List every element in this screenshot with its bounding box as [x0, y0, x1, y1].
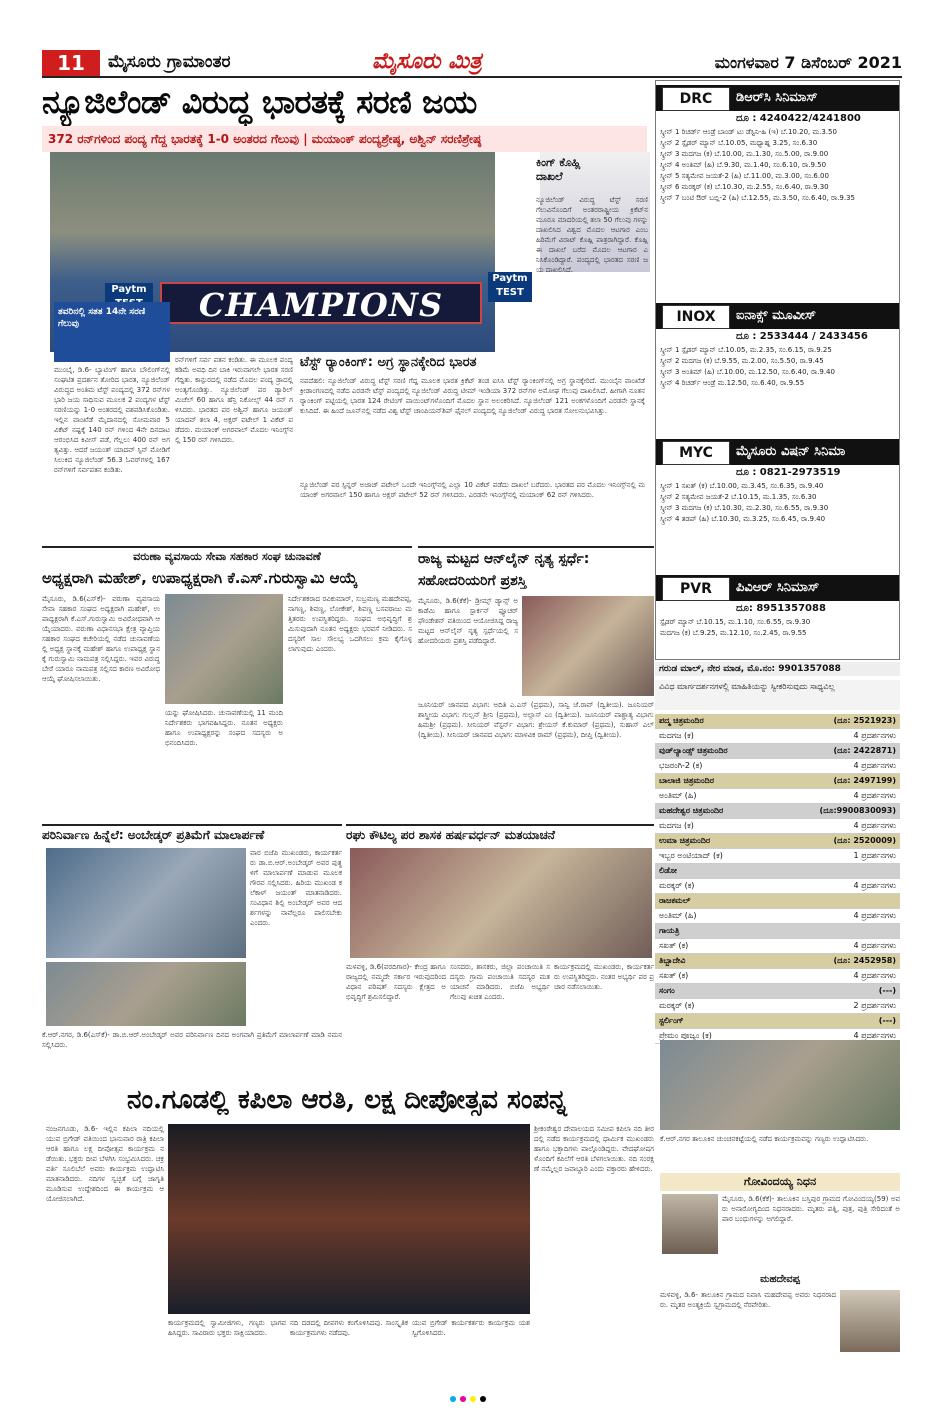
dance-results: ಜೂನಿಯರ್ ಜಾನಪದ ವಿಭಾಗ: ಅದಿತಿ ಎ.ಎಸ್ (ಪ್ರಥಮ), ಸಾನ್ವಿ ಜೆ.ರಾವ್ (ದ್ವಿತೀಯ). ಜೂನಿಯರ್ ಶಾಸ್ತ್ರೀಯ ವಿಭಾಗ: ಗುಲ್ಷನ್ ಶ್ರೀನಿ (ಪ್ರಥಮ), ಅಲ್ಲಾಸ್ ಎಂ (ದ್ವಿತೀಯ). ಜೂನಿಯರ್ ಪಾಶ್ಚಾತ್ಯ ವಿಭಾಗ: ಹಿಮಶ್ರೀ (ಪ್ರಥಮ). ಸೀನಿಯರ್ ವೆಸ್ಟರ್ನ್ ವಿಭಾಗ: ಶ್ರೇಯಸ್ ಕೆ.ಕುಮಾರ್ (ಪ್ರಥಮ), ಸುಹಾಸ್ ಎಲ್ (ದ್ವಿತೀಯ). ಸೀನಿಯರ್ ಜಾನಪದ ವಿಭಾಗ: ಮಾಳವಿಕ ರಾಮ್ (ಪ್ರಥಮ), ದೀಪ್ತಿ (ದ್ವಿತೀಯ).: [418, 701, 654, 739]
drc-screens: ಸ್ಕ್ರೀನ್ 1 ರಿಚರ್ಡ್ ಆಂಡ್ರೆ ಬಾಂಡ್ ಟು ಡೆಸ್ಟಿನಿ-ಹಿ (ಇ) ಬೆ.10.20, ಮ.3.50 ಸ್ಕ್ರೀನ್ 2 ಸ್ಪೈಡರ್ ಮ್ಯಾನ್ ಬೆ.10.05, ಮಧ್ಯಾಹ್ನ 3.25, ಸಂ.6.30 ಸ್ಕ್ರೀನ್ 3 ಮದಗಜ (ಕ) ಬೆ.10.00, ಮ.1.30, ಸಂ.5.00, ರಾ.9.00 ಸ್ಕ್ರೀನ್ 4 ಅಂತಿಮ್ (ಹಿ) ಬೆ.9.30, ಮ.1.40, ಸಂ.6.10, ರಾ.9.50 ಸ್ಕ್ರೀನ್ 5 ಸತ್ಯಮೇವ ಜಯತೆ-2 (ಹಿ) ಬೆ.11.00, ಮ.3.00, ಸಂ.6.00 ಸ್ಕ್ರೀನ್ 6 ಮರಕ್ಕರ್ (ಕ) ಬೆ.10.30, ಮ.2.55, ಸಂ.6.40, ರಾ.9.30 ಸ್ಕ್ರೀನ್ 7 ಬಂಟಿ ಔರ್ ಬಬ್ಲಿ-2 (ಹಿ) ಬೆ.12.55, ಮ.3.50, ಸಂ.6.40, ರಾ.9.35: [660, 128, 856, 202]
cinema-header-pvr: ಪಿವಿಆರ್ ಸಿನಿಮಾಸ್: [656, 575, 899, 601]
mvc-logo: MYC: [662, 441, 730, 465]
ambedkar-column: ವಾರ ಬಿಜೆಪಿ ಮುಖಂಡರು, ಕಾರ್ಯಕರ್ತರು ಡಾ.ಬಿ.ಆರ್.ಅಂಬೇಡ್ಕರ್ ಅವರ ಪುತ್ಥಳಿಗೆ ಮಾಲಾರ್ಪಣೆ ಮಾಡುವ ಮೂಲಕ ಗೌರವ ಸಲ್ಲಿಸಿದರು. ಹಿರಿಯ ಮುಖಂಡ ಕಲೆಕಾಳ್ ಜಯಂತ್ ಮಾತನಾಡಿದರು. ಸಂವಿಧಾನ ಶಿಲ್ಪಿ ಅಂಬೇಡ್ಕರ್ ಅವರ ಆದರ್ಶಗಳನ್ನು ನಾವೆಲ್ಲರೂ ಪಾಲಿಸಬೇಕು ಎಂದರು.: [250, 849, 342, 927]
show-count: 4 ಪ್ರದರ್ಶನಗಳು: [853, 881, 896, 890]
raghu-headline: ರಘು ಕೌಟಿಲ್ಯ ಪರ ಶಾಸಕ ಹರ್ಷವರ್ಧನ್ ಮತಯಾಚನೆ: [346, 824, 654, 844]
notice-box: ವಿವಿಧ ಮಾರ್ಗದರ್ಶನಗಳಲ್ಲಿ ಮಾಹಿತಿಯನ್ನು ಸ್ವೀಕರಿಸುವುದು ಸಾಧ್ಯವಿಲ್ಲ: [655, 680, 900, 710]
theatre-6-row: [655, 909, 900, 924]
show-count: 4 ಪ್ರದರ್ಶನಗಳು: [853, 761, 896, 770]
coop-column-1: ಮೈಸೂರು, ಡಿ.6(ಎಸ್‌ಕೆ)- ವರುಣಾ ವ್ಯವಸಾಯ ಸೇವಾ ಸಹಕಾರ ಸಂಘದ ಅಧ್ಯಕ್ಷರಾಗಿ ಮಹೇಶ್, ಉಪಾಧ್ಯಕ್ಷರಾಗಿ ಕೆ.ಎಸ್.ಗುರುಸ್ವಾಮಿ ಅವಿರೋಧವಾಗಿ ಆಯ್ಕೆಯಾದರು. ವರುಣಾ ವಿಧಾನಸಭಾ ಕ್ಷೇತ್ರ ವ್ಯಾಪ್ತಿಯ ಸಹಕಾರ ಸಂಘದ ಕಚೇರಿಯಲ್ಲಿ ನಡೆದ ಚುನಾವಣೆಯಲ್ಲಿ ಅಧ್ಯಕ್ಷ ಸ್ಥಾನಕ್ಕೆ ಮಹೇಶ್ ಹಾಗೂ ಉಪಾಧ್ಯಕ್ಷ ಸ್ಥಾನಕ್ಕೆ ಗುರುಸ್ವಾಮಿ ನಾಮಪತ್ರ ಸಲ್ಲಿಸಿದ್ದರು. ಇವರ ವಿರುದ್ಧ ಬೇರೆ ಯಾರೂ ನಾಮಪತ್ರ ಸಲ್ಲಿಸದ ಕಾರಣ ಅವಿರೋಧ ಆಯ್ಕೆ ಘೋಷಿಸಲಾಯಿತು.: [42, 595, 160, 683]
cinema-panel: [655, 80, 900, 660]
inox-phone: ದೂ : 2533444 / 2433456: [736, 331, 868, 342]
theatre-7-row: [655, 939, 900, 954]
show-count: 4 ಪ್ರದರ್ಶನಗಳು: [853, 731, 896, 740]
theatre-8-row: [655, 969, 900, 984]
movie-name: ಸಖತ್ (ಕ): [659, 971, 689, 980]
ambedkar-statue-photo: [46, 848, 246, 958]
theatre-name: ಮಹದೇಶ್ವರ ಚಿತ್ರಮಂದಿರ: [659, 806, 724, 815]
theatre-phone: (ದೂ: 2520009): [833, 836, 896, 845]
paytm-logo-left: Paytm: [105, 283, 153, 311]
obituary-text-2: ಮಳವಳ್ಳಿ, ಡಿ.6- ತಾಲೂಕಿನ ಗ್ರಾಮದ ನಿವಾಸಿ ಮಹದೇವಪ್ಪ ಅವರು ನಿಧನರಾದರು. ಮೃತರ ಅಂತ್ಯಕ್ರಿಯೆ ಸ್ವಗ್ರಾಮದಲ್ಲಿ ನೆರವೇರಿತು.: [660, 1291, 836, 1309]
pvr-phone: ದೂ: 8951357088: [736, 603, 826, 614]
show-count: 4 ಪ್ರದರ್ಶನಗಳು: [853, 911, 896, 920]
raghu-column-2: ಸಂಸದರು, ಶಾಸಕರು, ಜಿಲ್ಲಾ ಪಂಚಾಯಿತಿ ಸದಸ್ಯರು ಗ್ರಾಮ ಪಂಚಾಯಿತಿ ಸದಸ್ಯರ ಮತಯಾಚನೆ ಮಾಡಿದರು. ಬಿಜೆಪಿ ಅಭ್ಯರ್ಥಿ ಗೆಲುವು ಖಚಿತ ಎಂದರು.: [450, 963, 550, 1001]
theatre-8-head: [655, 954, 900, 969]
cinema-header-inox: ಐನಾಕ್ಸ್ ಮೂವೀಸ್: [656, 303, 899, 329]
lead-column-2: ರನ್‌ಗಳಿಗೆ ಸರ್ವ ಪತನ ಕಂಡಿತು. ಈ ಮೂಲಕ ಪಂದ್ಯ ಕಡಿಮೆ ಅವಧಿ ದಿನ ಬಾಕಿ ಇರುವಾಗಲೇ ಭಾರತ ಸರಣಿ ಗೆದ್ದಿತು. ಕಾನ್ಪುರದಲ್ಲಿ ನಡೆದ ಮೊದಲ ಪಂದ್ಯ ಡ್ರಾದಲ್ಲಿ ಅಂತ್ಯಗೊಂಡಿತ್ತು. ನ್ಯೂಜಿಲೆಂಡ್ ಪರ ಡ್ಯಾರಿಲ್ ಮಿಚೆಲ್ 60 ಹಾಗೂ ಹೆನ್ರಿ ನಿಕೋಲ್ಸ್ 44 ರನ್ ಗಳಿಸಿದರು. ಭಾರತದ ಪರ ಅಶ್ವಿನ್ ಹಾಗೂ ಜಯಂತ್ ಯಾದವ್ ತಲಾ 4, ಅಕ್ಷರ್ ಪಟೇಲ್ 1 ವಿಕೆಟ್ ಪಡೆದರು. ಮಯಾಂಕ್ ಅಗರವಾಲ್ ಮೊದಲ ಇನಿಂಗ್ಸ್‌ನಲ್ಲಿ 150 ರನ್ ಗಳಿಸಿದರು.: [175, 356, 293, 444]
show-count: 1 ಪ್ರದರ್ಶನಗಳು: [853, 851, 896, 860]
dance-column-1: ಮೈಸೂರು, ಡಿ.6(ಕೆಕೆ)- ಡ್ರೀಮ್ಸ್ ಡ್ಯಾನ್ಸ್ ಅಕಾಡೆಮಿ ಹಾಗೂ ಸ್ಪಾರ್ಕನ್ ಫ್ಯೂಚರ್ ಫೌಂಡೇಶನ್ ವತಿಯಿಂದ ಆಯೋಜಿಸಿದ್ದ ರಾಜ್ಯ ಮಟ್ಟದ ಆನ್‌ಲೈನ್ ನೃತ್ಯ ಸ್ಪರ್ಧೆಯಲ್ಲಿ ಸಹೋದರಿಯರು ಪ್ರಶಸ್ತಿ ಪಡೆದಿದ್ದಾರೆ.: [418, 597, 518, 645]
theatre-name: ವುಡ್‌ಲ್ಯಾಂಡ್ಸ್ ಚಿತ್ರಮಂದಿರ: [659, 746, 728, 755]
coop-photo: [165, 594, 283, 704]
theatre-name: ಪದ್ಮ ಚಿತ್ರಮಂದಿರ: [659, 716, 704, 725]
movie-name: ಮದಗಜ (ಕ): [659, 821, 694, 830]
drc-phone: ದೂ : 4240422/4241800: [736, 113, 861, 124]
ranking-text: ನವದೆಹಲಿ: ನ್ಯೂಜಿಲೆಂಡ್ ವಿರುದ್ಧ ಟೆಸ್ಟ್ ಸರಣಿ ಗೆದ್ದ ಮೂಲಕ ಭಾರತ ಕ್ರಿಕೆಟ್ ತಂಡ ಐಸಿಸಿ ಟೆಸ್ಟ್ ರ‍್ಯಾಂಕಿಂಗ್‌ನಲ್ಲಿ ಅಗ್ರ ಸ್ಥಾನಕ್ಕೇರಿದೆ. ಮುಂಬೈನ ವಾಂಖೆಡೆ ಕ್ರೀಡಾಂಗಣದಲ್ಲಿ ನಡೆದ ಎರಡನೇ ಟೆಸ್ಟ್ ಪಂದ್ಯದಲ್ಲಿ ನ್ಯೂಜಿಲೆಂಡ್ ವಿರುದ್ಧ ಟೀಮ್ ಇಂಡಿಯಾ 372 ರನ್‌ಗಳ ಅಮೋಘ ಗೆಲುವು ದಾಖಲಿಸಿದೆ. ಹೀಗಾಗಿ ನೂತನ ರ‍್ಯಾಂಕಿಂಗ್ ಪಟ್ಟಿಯಲ್ಲಿ ಭಾರತ 124 ರೇಟಿಂಗ್ ಪಾಯಿಂಟ್‌ಗಳೊಂದಿಗೆ ಮೊದಲ ಸ್ಥಾನ ಅಲಂಕರಿಸಿದೆ. ನ್ಯೂಜಿಲೆಂಡ್ 121 ಅಂಕಗಳೊಂದಿಗೆ ಎರಡನೇ ಸ್ಥಾನಕ್ಕೆ ಕುಸಿದಿದೆ. ಈ ಹಿಂದೆ ಜೂನ್‌ನಲ್ಲಿ ನಡೆದ ವಿಶ್ವ ಟೆಸ್ಟ್ ಚಾಂಪಿಯನ್‌ಶಿಪ್ ಫೈನಲ್ ಪಂದ್ಯದಲ್ಲಿ ನ್ಯೂಜಿಲೆಂಡ್ ವಿರುದ್ಧ ಭಾರತ ಸೋಲನುಭವಿಸಿತ್ತು.: [300, 377, 645, 415]
deepotsava-column-3: ನದಿ ದಡದಲ್ಲಿ ದೀಪಗಳು ಕಂಗೊಳಿಸಿದವು. ಸಾಂಸ್ಕೃತಿಕ ಕಾರ್ಯಕ್ರಮಗಳು ನಡೆದವು.: [290, 1319, 408, 1337]
show-count: 4 ಪ್ರದರ್ಶನಗಳು: [853, 821, 896, 830]
theatre-1-row: [655, 759, 900, 774]
dateline: ಮಂಗಳವಾರ 7 ಡಿಸೆಂಬರ್ 2021: [714, 53, 902, 72]
inox-logo: INOX: [662, 305, 730, 329]
masthead: [42, 48, 902, 78]
cinema-header-drc: ಡಿಆರ್‌ಸಿ ಸಿನಿಮಾಸ್: [656, 85, 899, 111]
cinema-header-mvc: ಮೈಸೂರು ವಿಷನ್ ಸಿನಿಮಾ: [656, 439, 899, 465]
registration-mark-black: [480, 1396, 486, 1402]
theatre-4-head: [655, 834, 900, 849]
page-number: 11: [57, 51, 85, 75]
theatre-4-row: [655, 849, 900, 864]
dance-photo: [522, 596, 654, 696]
dance-headline: ರಾಜ್ಯ ಮಟ್ಟದ ಆನ್‌ಲೈನ್ ನೃತ್ಯ ಸ್ಪರ್ಧೆ: ಸಹೋದರಿಯರಿಗೆ ಪ್ರಶಸ್ತಿ: [418, 546, 654, 592]
coop-headline: ಅಧ್ಯಕ್ಷರಾಗಿ ಮಹೇಶ್, ಉಪಾಧ್ಯಕ್ಷರಾಗಿ ಕೆ.ಎಸ್.ಗುರುಸ್ವಾಮಿ ಆಯ್ಕೆ: [42, 569, 358, 587]
coop-column-3: ನಿರ್ದೇಶಕರಾದ ರವಿಕುಮಾರ್, ಸುಬ್ರಮಣ್ಯ ಮಹದೇವಪ್ಪ, ನಾಗಣ್ಣ, ಶಿವಣ್ಣ, ಲೋಕೇಶ್, ಶಿವಣ್ಣ ಬಸವರಾಜು ಮತ್ತಿತರರು ಉಪಸ್ಥಿತರಿದ್ದರು. ಸಂಘದ ಅಭಿವೃದ್ಧಿಗೆ ಶ್ರಮಿಸುವುದಾಗಿ ನೂತನ ಅಧ್ಯಕ್ಷರು ಭರವಸೆ ನೀಡಿದರು. ಸದಸ್ಯರಿಗೆ ಸಾಲ ಸೌಲಭ್ಯ ಒದಗಿಸಲು ಕ್ರಮ ಕೈಗೊಳ್ಳಲಾಗುವುದು ಎಂದರು.: [288, 595, 412, 653]
obituary-text-1: ಮೈಸೂರು, ಡಿ.6(ಕೆಕೆ)- ತಾಲೂಕಿನ ಬಸ್ತಿಪುರ ಗ್ರಾಮದ ಗೋವಿಂದಯ್ಯ(59) ಅವರು ಅನಾರೋಗ್ಯದಿಂದ ನಿಧನರಾದರು. ಮೃತರು ಪತ್ನಿ, ಪುತ್ರ, ಪುತ್ರಿ ಸೇರಿದಂತೆ ಅಪಾರ ಬಂಧುಗಳನ್ನು ಅಗಲಿದ್ದಾರೆ.: [722, 1195, 900, 1223]
series-stat-box: ತವರಿನಲ್ಲಿ ಸತತ 14ನೇ ಸರಣಿ ಗೆಲುವು: [54, 302, 170, 362]
theatre-phone: (ದೂ: 2521923): [833, 716, 896, 725]
theatre-6-head: [655, 894, 900, 909]
theatre-7-head: [655, 924, 900, 939]
obituary-subtitle: ಮಹದೇವಪ್ಪ: [760, 1274, 800, 1285]
pvr-screens: ಸ್ಪೈಡರ್ ಮ್ಯಾನ್ ಬೆ.10.15, ಮ.1.10, ಸಂ.6.55, ರಾ.9.30 ಮದಗಜ (ಕ) ಬೆ.9.25, ಮ.12.10, ಸಂ.2.45, ರಾ.9.55: [660, 618, 811, 637]
show-count: 4 ಪ್ರದರ್ಶನಗಳು: [853, 971, 896, 980]
pvr-logo: PVR: [662, 577, 730, 601]
movie-name: ಸಖತ್ (ಕ): [659, 941, 689, 950]
theatre-3-row: [655, 819, 900, 834]
pvr-mall-label: ಗರುಡ ಮಾಲ್, ನೇರ ಮಾಡ, ಮೊ.ನಂ:: [659, 664, 776, 674]
theatre-name: ರಾಜಕಮಲ್: [659, 896, 691, 905]
show-count: 4 ಪ್ರದರ್ಶನಗಳು: [853, 791, 896, 800]
movie-name: ಭಜರಂಗಿ-2 (ಕ): [659, 761, 703, 770]
registration-mark-magenta: [460, 1396, 466, 1402]
theatre-name: ಉಮಾ ಚಿತ್ರಮಂದಿರ: [659, 836, 711, 845]
theatre-name: ತಿಬ್ಬಾದೇವಿ: [659, 956, 686, 965]
section-name: ಮೈಸೂರು ಗ್ರಾಮಾಂತರ: [108, 52, 231, 72]
theatre-0-row: [655, 729, 900, 744]
event-caption: ಕೆ.ಆರ್.ನಗರ ತಾಲೂಕಿನ ಚುಂಚನಕಟ್ಟೆಯಲ್ಲಿ ನಡೆದ ಕಾರ್ಯಕ್ರಮವನ್ನು ಗಣ್ಯರು ಉದ್ಘಾಟಿಸಿದರು.: [660, 1135, 869, 1143]
theatre-phone: (ದೂ: 2452958): [833, 956, 896, 965]
theatre-5-row: [655, 879, 900, 894]
deepotsava-column-4: ಯುವ ಬ್ರಿಗೇಡ್ ಕಾರ್ಯಕರ್ತರು ಕಾರ್ಯಕ್ರಮ ಯಶಸ್ವಿಗೊಳಿಸಿದರು.: [412, 1319, 530, 1337]
theatre-name: ಸಂಗಂ: [659, 986, 675, 995]
lead-headline: ನ್ಯೂಜಿಲೆಂಡ್ ವಿರುದ್ಧ ಭಾರತಕ್ಕೆ ಸರಣಿ ಜಯ: [42, 83, 477, 121]
theatre-phone: (ದೂ:9900830093): [819, 806, 896, 815]
deepotsava-column-5: ಶ್ರೀಕಂಠೇಶ್ವರ ದೇವಾಲಯದ ಸಮೀಪ ಕಪಿಲಾ ನದಿ ತೀರದಲ್ಲಿ ನಡೆದ ಕಾರ್ಯಕ್ರಮದಲ್ಲಿ ಧಾರ್ಮಿಕ ಮುಖಂಡರು ಹಾಗೂ ಭಕ್ತಾದಿಗಳು ಪಾಲ್ಗೊಂಡಿದ್ದರು. ವೇದಘೋಷಗಳೊಂದಿಗೆ ಕಪಿಲೆಗೆ ಆರತಿ ಬೆಳಗಲಾಯಿತು. ನದಿ ಸಂರಕ್ಷಣೆ ನಮ್ಮೆಲ್ಲರ ಜವಾಬ್ದಾರಿ ಎಂದು ವಕ್ತಾರರು ಹೇಳಿದರು.: [534, 1125, 654, 1173]
mvc-screens: ಸ್ಕ್ರೀನ್ 1 ಸಖತ್ (ಕ) ಬೆ.10.00, ಮ.3.45, ಸಂ.6.35, ರಾ.9.40 ಸ್ಕ್ರೀನ್ 2 ಸತ್ಯಮೇವ ಜಯತೆ-2 ಬೆ.10.15, ಮ.1.35, ಸಂ.6.30 ಸ್ಕ್ರೀನ್ 3 ಮದಗಜ (ಕ) ಬೆ.10.30, ಮ.2.30, ಸಂ.6.55, ರಾ.9.30 ಸ್ಕ್ರೀನ್ 4 ತಡಪ್ (ಹಿ) ಬೆ.10.30, ಮ.3.25, ಸಂ.6.45, ರಾ.9.40: [660, 482, 829, 523]
registration-mark-cyan: [450, 1396, 456, 1402]
lead-column-1: ಮುಂಬೈ, ಡಿ.6- ಬ್ಯಾಟಿಂಗ್ ಹಾಗೂ ಬೌಲಿಂಗ್‌ನಲ್ಲಿ ಸಂಘಟಿತ ಪ್ರದರ್ಶನ ತೋರಿದ ಭಾರತ, ನ್ಯೂಜಿಲೆಂಡ್ ವಿರುದ್ಧದ ಅಂತಿಮ ಟೆಸ್ಟ್ ಪಂದ್ಯದಲ್ಲಿ 372 ರನ್‌ಗಳ ಭಾರಿ ಜಯ ಸಾಧಿಸುವ ಮೂಲಕ 2 ಪಂದ್ಯಗಳ ಟೆಸ್ಟ್ ಸರಣಿಯನ್ನು 1-0 ಅಂತರದಲ್ಲಿ ವಶಪಡಿಸಿಕೊಂಡಿತು. ಇಲ್ಲಿನ ವಾಂಖೆಡೆ ಮೈದಾನದಲ್ಲಿ ಸೋಮವಾರ 5 ವಿಕೆಟ್ ನಷ್ಟಕ್ಕೆ 140 ರನ್ ಗಳಿಂದ 4ನೇ ದಿನದಾಟ ಆರಂಭಿಸಿದ ಕಿವೀಸ್ ಪಡೆ, ಗೆಲ್ಲಲು 400 ರನ್ ಅಗತ್ಯವಿತ್ತು. ಆದರೆ ಜಯಂತ್ ಯಾದವ್ ಸ್ಪಿನ್ ಮೋಡಿಗೆ ಸಿಲುಕಿದ ನ್ಯೂಜಿಲೆಂಡ್ 56.3 ಓವರ್‌ಗಳಲ್ಲಿ 167 ರನ್‌ಗಳಿಗೆ ಸರ್ವಪತನ ಕಂಡಿತು.: [54, 366, 170, 474]
theatre-0-head: [655, 714, 900, 729]
obituary-title: ಗೋವಿಂದಯ್ಯ ನಿಧನ: [660, 1173, 900, 1191]
theatre-phone: (ದೂ: 2422871): [833, 746, 896, 755]
deepotsava-headline: ನಂ.ಗೂಡಲ್ಲಿ ಕಪಿಲಾ ಆರತಿ, ಲಕ್ಷ ದೀಪೋತ್ಸವ ಸಂಪನ್ನ: [127, 1085, 567, 1115]
obituary-photo-1: [662, 1194, 718, 1254]
theatre-9-head: [655, 984, 900, 999]
theatre-name: ಸ್ಟರ್ಲಿಂಗ್: [659, 1016, 684, 1025]
theatre-10-head: [655, 1014, 900, 1029]
page-number-badge: [42, 50, 100, 76]
obituary-photo-2: [840, 1290, 900, 1352]
show-count: 4 ಪ್ರದರ್ಶನಗಳು: [853, 941, 896, 950]
champions-banner: CHAMPIONS: [160, 282, 482, 324]
movie-name: ಅಂತಿಮ್ (ಹಿ): [659, 791, 697, 800]
lead-column-3: ನ್ಯೂಜಿಲೆಂಡ್ ಪರ ಸ್ಪಿನ್ನರ್ ಅಜಾಜ್ ಪಟೇಲ್ ಒಂದೇ ಇನಿಂಗ್ಸ್‌ನಲ್ಲಿ ಎಲ್ಲಾ 10 ವಿಕೆಟ್ ಪಡೆದು ದಾಖಲೆ ಬರೆದರು. ಭಾರತದ ಪರ ಮೊದಲ ಇನಿಂಗ್ಸ್‌ನಲ್ಲಿ ಮಯಾಂಕ್ ಅಗರವಾಲ್ 150 ಹಾಗೂ ಅಕ್ಷರ್ ಪಟೇಲ್ 52 ರನ್ ಗಳಿಸಿದರು. ಎರಡನೇ ಇನಿಂಗ್ಸ್‌ನಲ್ಲಿ ಮಯಾಂಕ್ 62 ರನ್ ಗಳಿಸಿದರು.: [300, 481, 645, 499]
deepotsava-column-1: ನಂಜನಗೂಡು, ಡಿ.6- ಇಲ್ಲಿನ ಕಪಿಲಾ ನದಿಯಲ್ಲಿ ಯುವ ಬ್ರಿಗೇಡ್ ವತಿಯಿಂದ ಭಾನುವಾರ ರಾತ್ರಿ ಕಪಿಲಾ ಆರತಿ ಹಾಗೂ ಲಕ್ಷ ದೀಪೋತ್ಸವ ಕಾರ್ಯಕ್ರಮ ನಡೆಯಿತು. ಭಕ್ತರು ದೀಪ ಬೆಳಗಿಸಿ ಸಂಭ್ರಮಿಸಿದರು. ಚಕ್ರವರ್ತಿ ಸೂಲಿಬೆಲೆ ಅವರು ಕಾರ್ಯಕ್ರಮ ಉದ್ಘಾಟಿಸಿ ಮಾತನಾಡಿದರು. ನದಿಗಳ ಸ್ವಚ್ಛತೆ ಬಗ್ಗೆ ಜಾಗೃತಿ ಮೂಡಿಸುವ ಉದ್ದೇಶದಿಂದ ಈ ಕಾರ್ಯಕ್ರಮ ಆಯೋಜಿಸಲಾಗಿದೆ.: [46, 1125, 164, 1203]
show-count: 4 ಪ್ರದರ್ಶನಗಳು: [853, 1031, 896, 1040]
newspaper-logo: ಮೈಸೂರು ಮಿತ್ರ: [372, 48, 482, 74]
theatre-name: ಬಾಲಾಜಿ ಚಿತ್ರಮಂದಿರ: [659, 776, 714, 785]
theatre-phone: (---): [878, 986, 896, 995]
drc-logo: DRC: [662, 87, 730, 111]
theatre-3-head: [655, 804, 900, 819]
pvr-mall-line: [655, 662, 900, 676]
coop-column-2: ಯನ್ನು ಘೋಷಿಸಿದರು. ಚುನಾವಣೆಯಲ್ಲಿ 11 ಮಂದಿ ನಿರ್ದೇಶಕರು ಭಾಗವಹಿಸಿದ್ದರು. ನೂತನ ಅಧ್ಯಕ್ಷರು ಹಾಗೂ ಉಪಾಧ್ಯಕ್ಷರನ್ನು ಸಂಘದ ಸದಸ್ಯರು ಅಭಿನಂದಿಸಿದರು.: [165, 709, 283, 747]
coop-kicker: ವರುಣಾ ವ್ಯವಸಾಯ ಸೇವಾ ಸಹಕಾರ ಸಂಘ ಚುನಾವಣೆ: [42, 546, 412, 564]
theatre-1-head: [655, 744, 900, 759]
theatre-2-head: [655, 774, 900, 789]
ambedkar-headline: ಪರಿನಿರ್ವಾಣ ಹಿನ್ನೆಲೆ: ಅಂಬೇಡ್ಕರ್ ಪ್ರತಿಮೆಗೆ ಮಾಲಾರ್ಪಣೆ: [42, 824, 342, 844]
theatre-listing: [655, 714, 900, 1040]
raghu-photo: [350, 848, 652, 958]
theatre-phone: (ದೂ: 2497199): [833, 776, 896, 785]
mvc-phone: ದೂ : 0821-2973519: [736, 467, 841, 478]
raghu-column-3: ಕಾರ್ಯಕ್ರಮದಲ್ಲಿ ಮುಖಂಡರು, ಕಾರ್ಯಕರ್ತರು ಉಪಸ್ಥಿತರಿದ್ದರು. ನಂತರ ಅಭ್ಯರ್ಥಿ ಪರ ಪ್ರಚಾರ ನಡೆಸಲಾಯಿತು.: [554, 963, 654, 991]
theatre-phone: (---): [878, 1016, 896, 1025]
theatre-2-row: [655, 789, 900, 804]
theatre-9-row: [655, 999, 900, 1014]
show-count: 2 ಪ್ರದರ್ಶನಗಳು: [853, 1001, 896, 1010]
movie-name: ಇಬ್ಬರ ಅಂಟಿಯಾದ್ (ಕ): [659, 851, 723, 860]
movie-name: ಮರಕ್ಕರ್ (ಕ): [659, 1001, 695, 1010]
kohli-column: ನ್ಯೂಜಿಲೆಂಡ್ ವಿರುದ್ಧ ಟೆಸ್ಟ್ ಸರಣಿ ಗೆಲುವಿನೊಂದಿಗೆ ಅಂತರರಾಷ್ಟ್ರೀಯ ಕ್ರಿಕೆಟ್‌ನ ಮೂರೂ ಮಾದರಿಯಲ್ಲಿ ತಲಾ 50 ಗೆಲುವು ಗಳನ್ನು ದಾಖಲಿಸಿದ ವಿಶ್ವದ ಮೊದಲ ಆಟಗಾರ ಎಂಬ ಹಿರಿಮೆಗೆ ವಿರಾಟ್ ಕೊಹ್ಲಿ ಪಾತ್ರರಾಗಿದ್ದಾರೆ. ಕೊಹ್ಲಿ ಈ ದಾಖಲೆ ಬರೆದ ಮೊದಲ ಆಟಗಾರ ಎನಿಸಿಕೊಂಡಿದ್ದಾರೆ. ಪಂದ್ಯದಲ್ಲಿ ಭಾರತದ ಸರಣಿ ಜಯ ದಾಖಲಿಸಿದೆ.: [536, 196, 648, 274]
deepotsava-photo: [168, 1124, 530, 1314]
ambedkar-caption: ಕೆ.ಆರ್.ನಗರ, ಡಿ.6(ಎಸ್‌ಕೆ)- ಡಾ.ಬಿ.ಆರ್.ಅಂಬೇಡ್ಕರ್ ಅವರ ಪರಿನಿರ್ವಾಣ ದಿನದ ಅಂಗವಾಗಿ ಪ್ರತಿಮೆಗೆ ಮಾಲಾರ್ಪಣೆ ಮಾಡಿ ನಮನ ಸಲ್ಲಿಸಿದರು.: [42, 1031, 342, 1049]
registration-mark-yellow: [470, 1396, 476, 1402]
theatre-name: ಲಿಡೋ: [659, 866, 677, 875]
movie-name: ಮರಕ್ಕರ್ (ಕ): [659, 881, 695, 890]
movie-name: ಮದಗಜ (ಕ): [659, 731, 694, 740]
inox-screens: ಸ್ಕ್ರೀನ್ 1 ಸ್ಪೈಡರ್ ಮ್ಯಾನ್ ಬೆ.10.05, ಮ.2.35, ಸಂ.6.15, ರಾ.9.25 ಸ್ಕ್ರೀನ್ 2 ಮದಗಜ (ಕ) ಬೆ.9.55, ಮ.2.00, ಸಂ.5.50, ರಾ.9.45 ಸ್ಕ್ರೀನ್ 3 ಅಂತಿಮ್ (ಹಿ) ಬೆ.10.00, ಮ.12.50, ಸಂ.6.40, ರಾ.9.40 ಸ್ಕ್ರೀನ್ 4 ರಿಚರ್ಡ್ ಆಂಡ್ರೆ ಮ.12.50, ಸಂ.6.40, ರಾ.9.55: [660, 346, 835, 387]
paytm-logo-right: Paytm TEST: [488, 272, 532, 302]
ambedkar-group-photo: [46, 962, 246, 1026]
pvr-mall-phone: 9901357088: [778, 664, 841, 674]
raghu-column-1: ಮಳವಳ್ಳಿ, ಡಿ.6(ವರದಿಗಾರ)- ಕೇಂದ್ರ ಹಾಗೂ ರಾಜ್ಯದಲ್ಲಿ ನಮ್ಮದೇ ಸರ್ಕಾರ ಇರುವುದರಿಂದ ವಿಧಾನ ಪರಿಷತ್ ಸದಸ್ಯರು ಕ್ಷೇತ್ರದ ಅಭಿವೃದ್ಧಿಗೆ ಶ್ರಮಿಸಲಿದ್ದಾರೆ.: [346, 963, 446, 1001]
king-kohli-title: ಕಿಂಗ್ ಕೊಹ್ಲಿ ದಾಖಲೆ: [536, 156, 581, 183]
movie-name: ಪ್ರೇಮಂ ಪೂಜ್ಯಂ (ಕ): [659, 1031, 712, 1040]
lead-subhead: 372 ರನ್‌ಗಳಿಂದ ಪಂದ್ಯ ಗೆದ್ದ ಭಾರತಕ್ಕೆ 1-0 ಅಂತರದ ಗೆಲುವು | ಮಯಾಂಕ್ ಪಂದ್ಯಶ್ರೇಷ್ಠ, ಅಶ್ವಿನ್ ಸರಣಿಶ್ರೇಷ್ಠ: [42, 126, 647, 152]
movie-name: ಅಂತಿಮ್ (ಹಿ): [659, 911, 697, 920]
theatre-5-head: [655, 864, 900, 879]
event-photo: [660, 1040, 900, 1130]
deepotsava-column-2: ಕಾರ್ಯಕ್ರಮದಲ್ಲಿ ಸ್ವಾಮೀಜಿಗಳು, ಗಣ್ಯರು ಭಾಗವಹಿಸಿದ್ದರು. ಸಾವಿರಾರು ಭಕ್ತರು ಸಾಕ್ಷಿಯಾದರು.: [168, 1319, 286, 1337]
test-ranking-title: ಟೆಸ್ಟ್ ರ‍್ಯಾಂಕಿಂಗ್: ಅಗ್ರ ಸ್ಥಾನಕ್ಕೇರಿದ ಭಾರತ: [300, 355, 477, 370]
theatre-name: ಗಾಯತ್ರಿ: [659, 926, 680, 935]
